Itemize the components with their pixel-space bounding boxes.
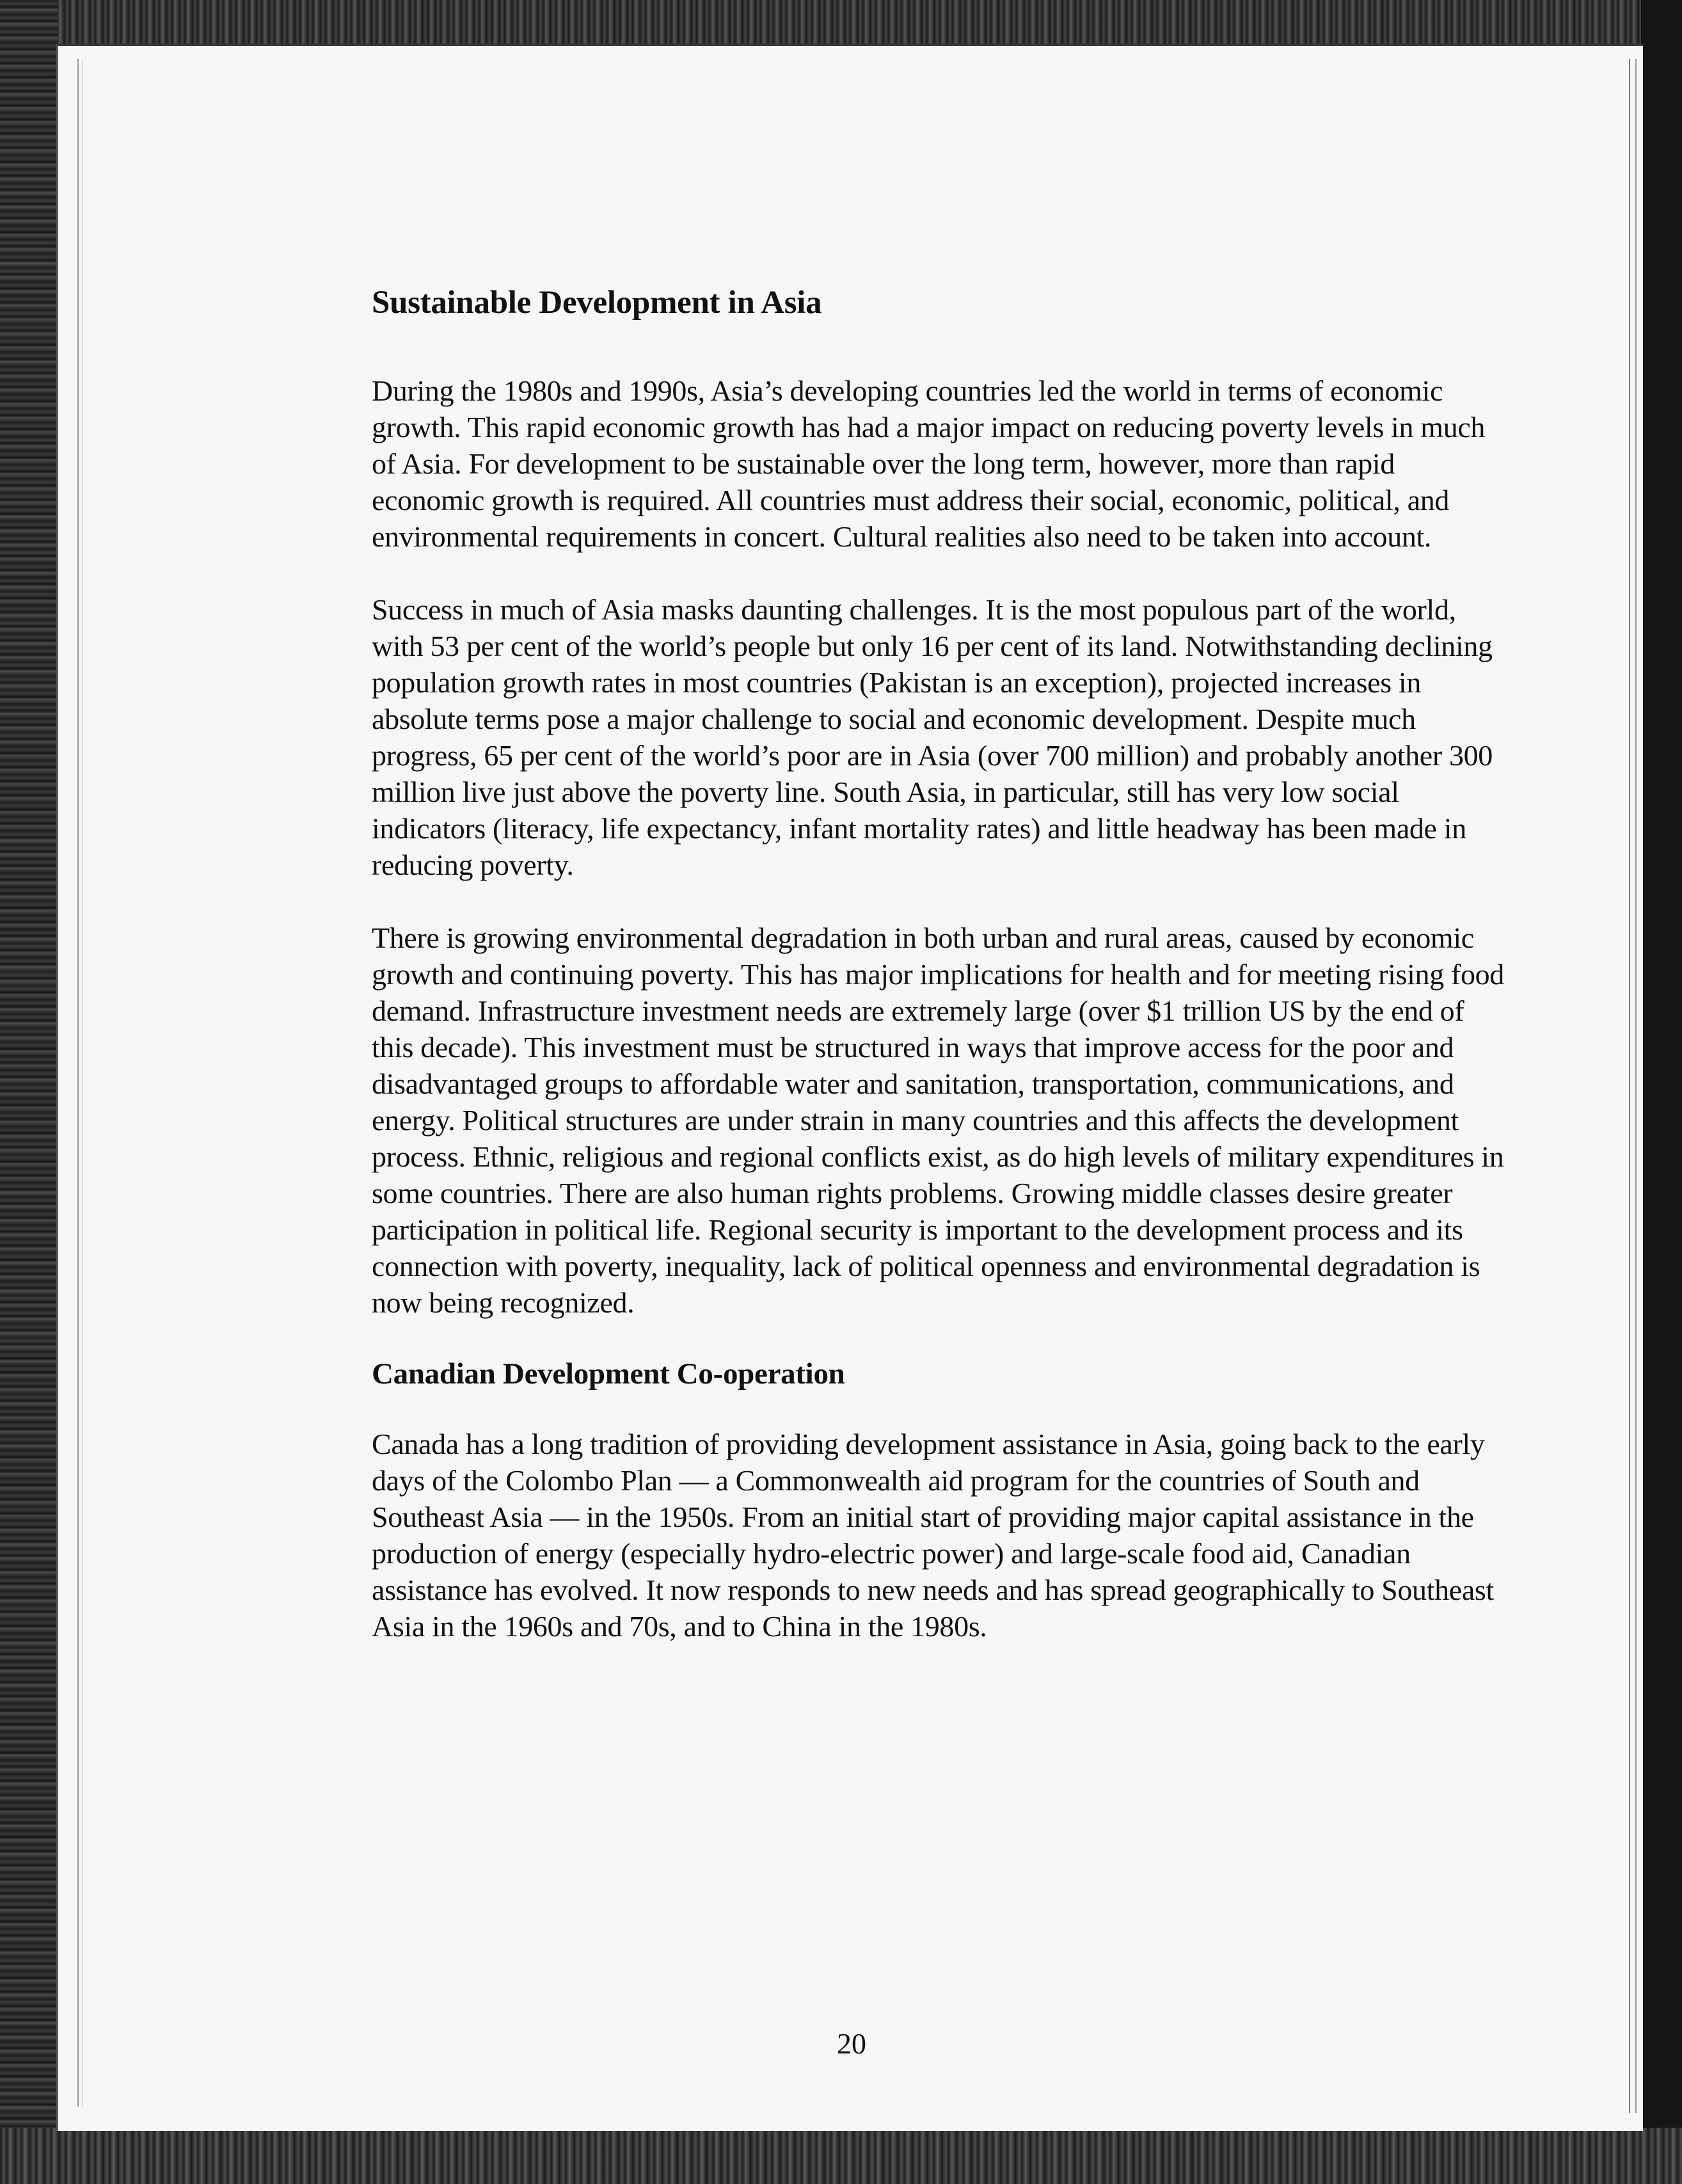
scan-border-right — [1641, 0, 1682, 2184]
document-page — [56, 44, 1643, 2131]
paragraph-2: Success in much of Asia masks daunting challenges. It is the most populous part of the world, with 53 per cent of the world’s people but only 16 per cent of its land. Notwithstanding declining population growth rates in most countries (Pakistan is an exception), projected increases in absolute terms pose a major challenge to social and economic development. Despite much progress, 65 per cent of the world’s poor are in Asia (over 700 million) and probably another 300 million live just above the poverty line. South Asia, in particular, still has very low social indicators (literacy, life expectancy, infant mortality rates) and little headway has been made in reducing poverty. — [372, 593, 1493, 881]
binding-edge-right — [1629, 59, 1637, 2113]
section-paragraph-1: Canada has a long tradition of providing development assistance in Asia, going back to the early days of the Colombo Plan — a Commonwealth aid program for the countries of South and Southeast Asia — in the 1950s. From an initial start of providing major capital assistance in the production of energy (especially hydro-electric power) and large-scale food aid, Canadian assistance has evolved. It now responds to new needs and has spread geographically to Southeast Asia in the 1960s and 70s, and to China in the 1980s. — [372, 1428, 1494, 1643]
section-heading: Canadian Development Co-operation — [372, 1357, 845, 1391]
page-title: Sustainable Development in Asia — [372, 285, 822, 321]
page-number: 20 — [837, 2027, 866, 2060]
paragraph-3: There is growing environmental degradation in both urban and rural areas, caused by economic growth and continuing poverty. This has major implications for health and for meeting rising food demand. Infrastructure investment needs are extremely large (over $1 trillion US by the end of this decade). This investment must be structured in ways that improve access for the poor and disadvantaged groups to affordable water and sanitation, transportation, communications, and energy. Political structures are under strain in many countries and this affects the development process. Ethnic, religious and regional conflicts exist, as do high levels of military expenditures in some countries. There are also human rights problems. Growing middle classes desire greater participation in political life. Regional security is important to the development process and its connection with poverty, inequality, lack of political openness and environmental degradation is now being recognized. — [372, 921, 1504, 1319]
scan-border-left — [0, 0, 58, 2184]
paragraph-1: During the 1980s and 1990s, Asia’s developing countries led the world in terms of economic growth. This rapid economic growth has had a major impact on reducing poverty levels in much of Asia. For development to be sustainable over the long term, however, more than rapid economic growth is required. All countries must address their social, economic, political, and environmental requirements in concert. Cultural realities also need to be taken into account. — [372, 374, 1486, 553]
page-content — [372, 283, 1511, 1681]
binding-edge-left — [77, 59, 83, 2107]
scan-border-top — [0, 0, 1682, 45]
scan-border-bottom — [0, 2128, 1682, 2184]
